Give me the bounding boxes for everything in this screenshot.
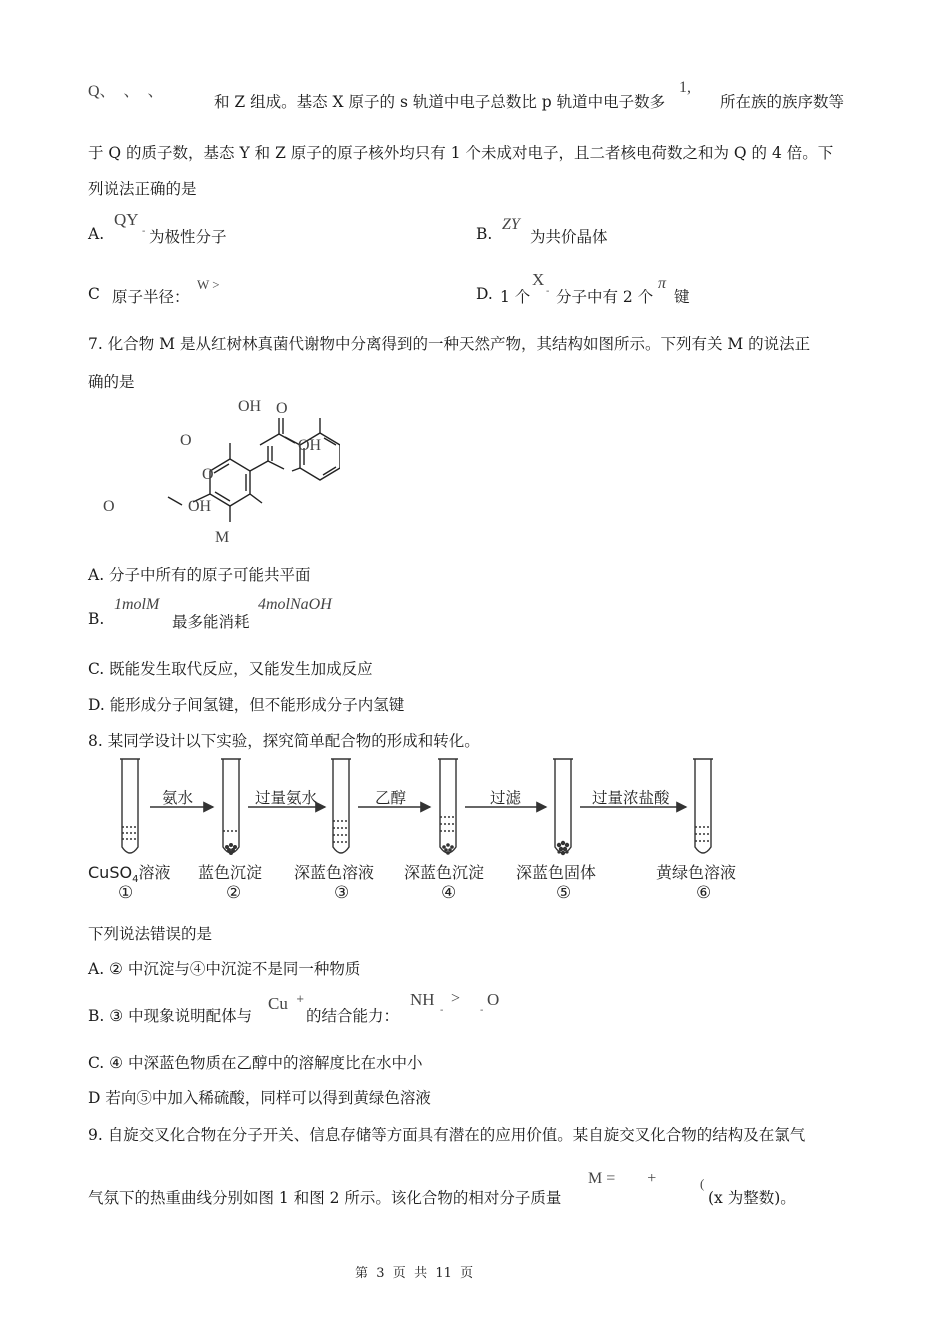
tube-5 [553,759,573,853]
q7-option-a: A. 分子中所有的原子可能共平面 [88,566,311,584]
arrow-label-4: 过滤 [490,789,522,807]
q6-option-b-label: B. [476,225,493,243]
q8-option-b-nh3: NH [410,990,435,1009]
q7-stem-line1: 7. 化合物 M 是从红树林真菌代谢物中分离得到的一种天然产物，其结构如图所示。下列有关 M 的说法正 [88,335,811,353]
tube-3 [331,759,351,853]
q7-option-b-formula2: 4molNaOH [258,596,332,613]
tube-label-5: 深蓝色固体 [516,863,597,882]
q7-option-c: C. 既能发生取代反应，又能发生加成反应 [88,660,373,678]
q6-line1-tail: 所在族的族序数等 [720,93,845,111]
q6-line2: 于 Q 的质子数，基态 Y 和 Z 原子的原子核外均只有 1 个未成对电子，且二者核电荷数之和为 Q 的 4 倍。下 [88,144,834,162]
q7-option-d: D. 能形成分子间氢键，但不能形成分子内氢键 [88,696,405,714]
q6-elements-head: Q、 、 、 [88,83,164,100]
q6-option-d-formula: X [532,270,545,289]
q8-option-d: D 若向⑤中加入稀硫酸，同样可以得到黄绿色溶液 [88,1089,431,1107]
q8-option-c: C. ④ 中深蓝色物质在乙醇中的溶解度比在水中小 [88,1054,423,1072]
q6-option-d-label: D. [476,285,493,303]
q8-option-a: A. ② 中沉淀与④中沉淀不是同一种物质 [88,960,361,978]
tube-label-4: 深蓝色沉淀 [404,863,485,882]
q6-option-d-pi: π [658,275,667,292]
tube-number-6: ⑥ [696,883,712,903]
q6-option-d-text3: 键 [674,288,690,306]
q7-option-b-formula1: 1molM [114,596,160,613]
arrow-label-3: 乙醇 [375,789,407,807]
q7-stem-line2: 确的是 [88,373,135,391]
tube-label-1: CuSO$_4$溶液 [88,863,171,886]
q6-option-c-text: 原子半径： [112,288,190,306]
q8-option-b-text2: 的结合能力： [306,1007,400,1025]
q8-option-b-h2o-sub: - [480,1005,484,1016]
q7-option-b-text: 最多能消耗 [172,613,250,631]
q9-formula-paren: ( [700,1176,705,1191]
q6-option-a-sub: - [142,226,146,237]
q6-option-a-formula: QY [114,210,139,229]
structure-oh-bottom: OH [188,498,212,515]
arrow-label-2: 过量氨水 [255,789,318,807]
q8-option-b-cu-charge: + [296,994,305,1005]
q6-option-a-text: 为极性分子 [149,228,227,246]
q6-option-d-text2: 分子中有 2 个 [556,288,654,306]
structure-carboxyl-oh: OH [298,437,322,454]
tube-number-1: ① [118,883,134,903]
q9-stem-line1: 9. 自旋交叉化合物在分子开关、信息存储等方面具有潜在的应用价值。某自旋交叉化合物的结构及在氯气 [88,1126,806,1144]
structure-methoxy-o: O [103,498,115,515]
q8-stem: 8. 某同学设计以下实验，探究简单配合物的形成和转化。 [88,732,480,750]
structure-name-m: M [215,529,230,546]
q6-line1: 和 Z 组成。基态 X 原子的 s 轨道中电子总数比 p 轨道中电子数多 [214,93,666,111]
tube-2 [221,759,241,853]
q9-stem-line2-tail: (x 为整数)。 [708,1189,796,1207]
structure-oh-top: OH [238,398,262,415]
structure-carbonyl-o: O [276,400,288,417]
q6-option-a-label: A. [88,225,105,243]
arrow-label-5: 过量浓盐酸 [592,789,670,807]
structure-bridge-o: O [202,466,214,483]
tube-number-5: ⑤ [556,883,572,903]
tube-6 [693,759,713,853]
q6-line3: 列说法正确的是 [88,180,197,198]
q8-option-b-gt: > [451,990,461,1007]
q6-option-d-sub: - [546,286,550,297]
q6-line1-sup: 1, [679,79,691,96]
page-footer: 第 3 页 共 11 页 [355,1266,474,1281]
q8-option-b-text1: B. ③ 中现象说明配体与 [88,1007,253,1025]
experiment-diagram [110,755,750,865]
cooh-group-bonds [330,395,410,475]
left-benzene-ring [210,459,250,506]
tube-number-2: ② [226,883,242,903]
q9-formula: M = + [588,1170,681,1187]
tube-number-4: ④ [441,883,457,903]
structure-ester-o: O [180,432,192,449]
tube-number-3: ③ [334,883,350,903]
q8-option-b-nh3-sub: - [440,1005,444,1016]
q8-option-b-cu: Cu [268,994,288,1013]
arrow-label-1: 氨水 [162,789,194,807]
tube-label-6: 黄绿色溶液 [656,863,737,882]
q6-option-c-formula: W > [197,277,220,292]
tube-label-2: 蓝色沉淀 [198,863,263,882]
q7-option-b-label: B. [88,610,105,628]
tube-1 [120,759,140,853]
tube-4 [438,759,458,853]
tube-label-3: 深蓝色溶液 [294,863,375,882]
q6-option-d-text1: 1 个 [500,288,531,306]
carboxyl-bonds [255,400,335,480]
q6-option-b-formula: ZY [502,216,520,233]
q6-option-c-label: C [88,285,100,303]
q8-ask: 下列说法错误的是 [88,925,213,943]
q8-option-b-h2o: O [487,990,500,1009]
q6-option-b-text: 为共价晶体 [530,228,608,246]
q9-stem-line2: 气氛下的热重曲线分别如图 1 和图 2 所示。该化合物的相对分子质量 [88,1189,562,1207]
